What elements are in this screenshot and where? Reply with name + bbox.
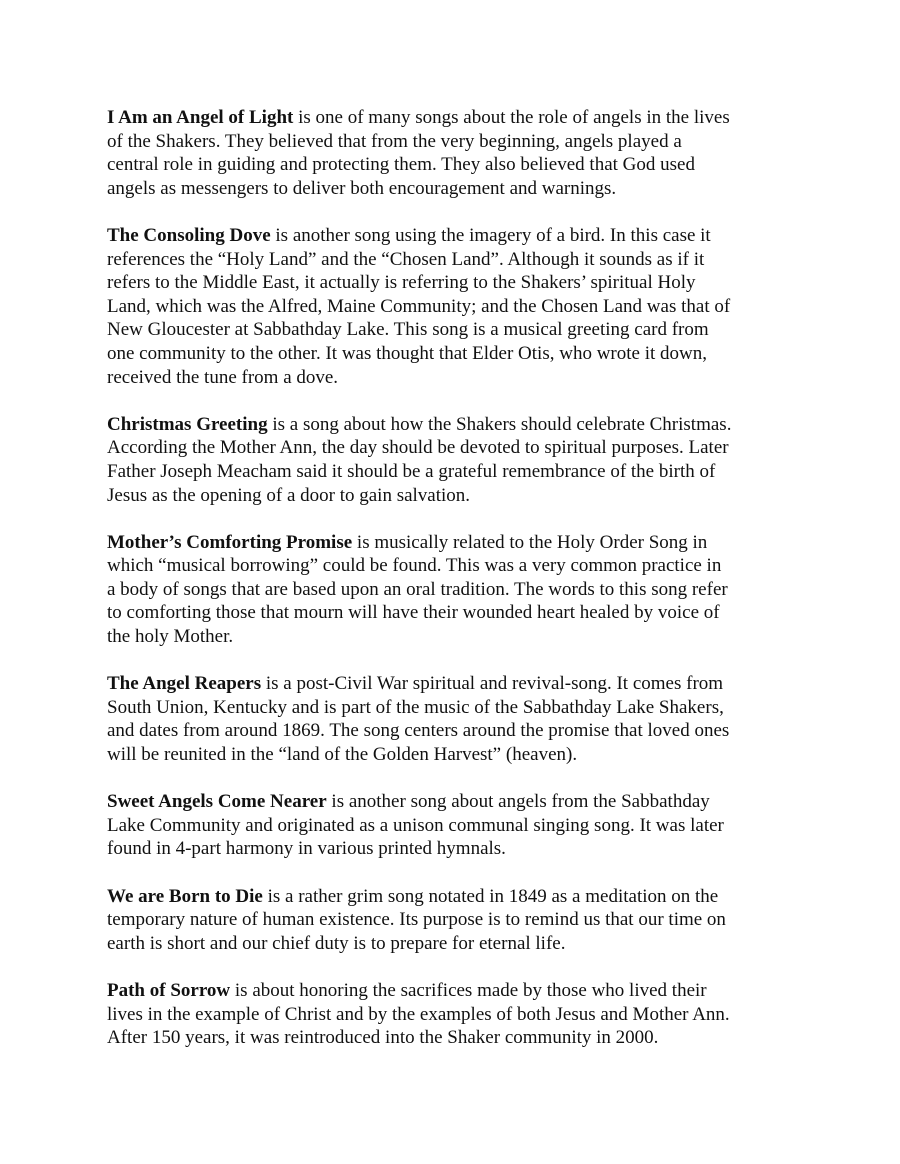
song-title: I Am an Angel of Light (107, 107, 294, 128)
paragraph-text: is another song using the imagery of a bird. In this case it references the “Holy Land” and the “Chosen Land”. Although it sounds as if it refers to the Middle East, it actually is referring to the Shakers’ spiritual Holy Land, which was the Alfred, Maine Community; and the Chosen Land was that of New Gloucester at Sabbathday Lake. This song is a musical greeting card from one community to the other. It was thought that Elder Otis, who wrote it down, received the tune from a dove. (107, 224, 731, 388)
paragraph-consoling-dove (107, 224, 807, 389)
song-title: The Consoling Dove (107, 224, 271, 246)
song-title: Mother’s Comforting Promise (107, 531, 353, 553)
document-page (107, 106, 807, 1073)
paragraph-angel-reapers (107, 672, 807, 766)
paragraph-text: is about honoring the sacrifices made by those who lived their lives in the example of Christ and by the examples of both Jesus and Mother Ann. After 150 years, it was reintroduced into the Shaker community in 2000. (107, 979, 730, 1049)
paragraph-born-to-die (107, 885, 807, 956)
paragraph-text: is a rather grim song notated in 1849 as a meditation on the temporary nature of human existence. Its purpose is to remind us that our time on earth is short and our chief duty is to prepare for eternal life. (107, 885, 726, 954)
song-title: The Angel Reapers (107, 673, 262, 695)
paragraph-angel-of-light (107, 106, 807, 200)
paragraph-text: is one of many songs about the role of angels in the lives of the Shakers. They believed that from the very beginning, angels played a central role in guiding and protecting them. They also believed that God used angels as messengers to deliver both encouragement and warnings. (107, 107, 730, 199)
paragraph-sweet-angels (107, 790, 807, 861)
song-title: We are Born to Die (107, 885, 263, 907)
paragraph-path-of-sorrow (107, 979, 807, 1050)
song-title: Sweet Angels Come Nearer (107, 791, 327, 813)
paragraph-mothers-comforting-promise (107, 531, 807, 649)
paragraph-text: is a post-Civil War spiritual and revival-song. It comes from South Union, Kentucky and is part of the music of the Sabbathday Lake Shakers, and dates from around 1869. The song centers around the promise that loved ones will be reunited in the “land of the Golden Harvest” (heaven). (107, 673, 730, 766)
paragraph-text: is a song about how the Shakers should celebrate Christmas. According the Mother Ann, the day should be devoted to spiritual purposes. Later Father Joseph Meacham said it should be a grateful remembrance of the birth of Jesus as the opening of a door to gain salvation. (107, 413, 732, 506)
song-title: Path of Sorrow (107, 979, 231, 1001)
song-title: Christmas Greeting (107, 413, 268, 435)
paragraph-text: is another song about angels from the Sabbathday Lake Community and originated as a unison communal singing song. It was later found in 4-part harmony in various printed hymnals. (107, 791, 724, 860)
paragraph-christmas-greeting (107, 413, 807, 507)
paragraph-text: is musically related to the Holy Order Song in which “musical borrowing” could be found. This was a very common practice in a body of songs that are based upon an oral tradition. The words to this song refer to comforting those that mourn will have their wounded heart healed by voice of the holy Mother. (107, 531, 728, 648)
